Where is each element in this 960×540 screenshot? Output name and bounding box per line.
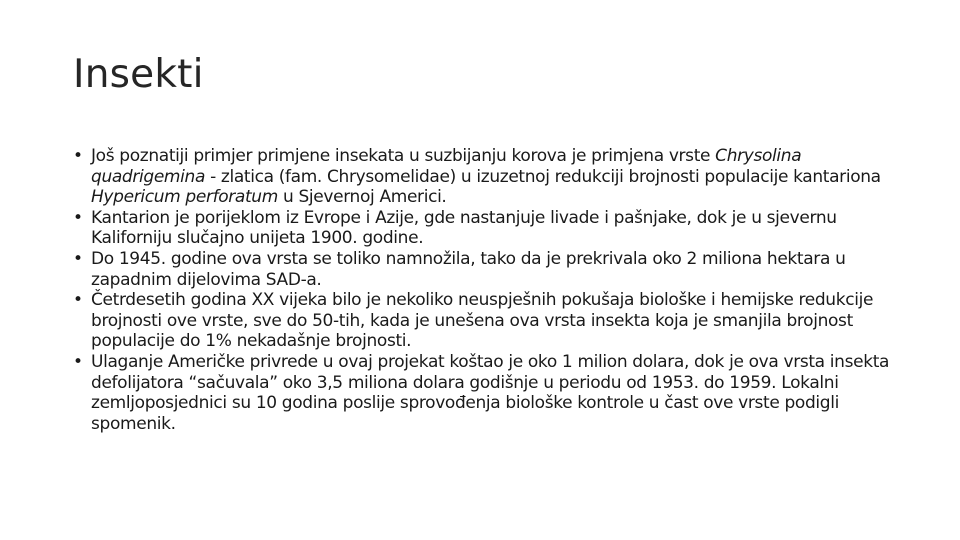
species-name: Hypericum perforatum	[91, 187, 278, 208]
bullet-item	[72, 249, 892, 290]
bullet-text: - zlatica (fam. Chrysomelidae) u izuzetnoj redukciji brojnosti populacije kantariona	[205, 166, 881, 187]
bullet-dot: •	[73, 207, 83, 228]
bullet-dot: •	[73, 248, 83, 269]
bullet-item	[72, 290, 892, 352]
bullet-item	[72, 146, 892, 208]
species-name: Chrysolina quadrigemina	[91, 146, 802, 187]
bullet-text: Četrdesetih godina XX vijeka bilo je nekoliko neuspješnih pokušaja biološke i hemijske redukcije brojnosti ove vrste, sve do 50-tih, kada je unešena ova vrsta insekta koja je smanjila brojnost populacije do 1% nekadašnje brojnosti.	[91, 290, 874, 352]
bullet-text: Do 1945. godine ova vrsta se toliko namnožila, tako da je prekrivala oko 2 miliona hektara u zapadnim dijelovima SAD-a.	[91, 248, 846, 290]
bullet-dot: •	[73, 146, 83, 166]
bullet-text: u Sjevernoj Americi.	[277, 187, 447, 208]
bullet-dot: •	[73, 351, 83, 372]
bullet-text: Još poznatiji primjer primjene insekata u suzbijanju korova je primjena vrste	[91, 146, 716, 166]
slide-title: Insekti	[73, 52, 204, 97]
bullet-item	[72, 208, 892, 249]
bullet-text: Ulaganje Američke privrede u ovaj projekat koštao je oko 1 milion dolara, dok je ova vrsta insekta defolijatora “sačuvala” oko 3,5 miliona dolara godišnje u periodu od 1953. do 1959. Lokalni zemljoposjednici su 10 godina poslije sprovođenja biološke kontrole u čast ove vrste podigli spomenik.	[91, 351, 890, 434]
bullet-list	[72, 146, 892, 434]
bullet-text: Kantarion je porijeklom iz Evrope i Azije, gde nastanjuje livade i pašnjake, dok je u sjevernu Kaliforniju slučajno unijeta 1900. godine.	[91, 207, 837, 249]
bullet-dot: •	[73, 290, 83, 311]
bullet-item	[72, 352, 892, 434]
